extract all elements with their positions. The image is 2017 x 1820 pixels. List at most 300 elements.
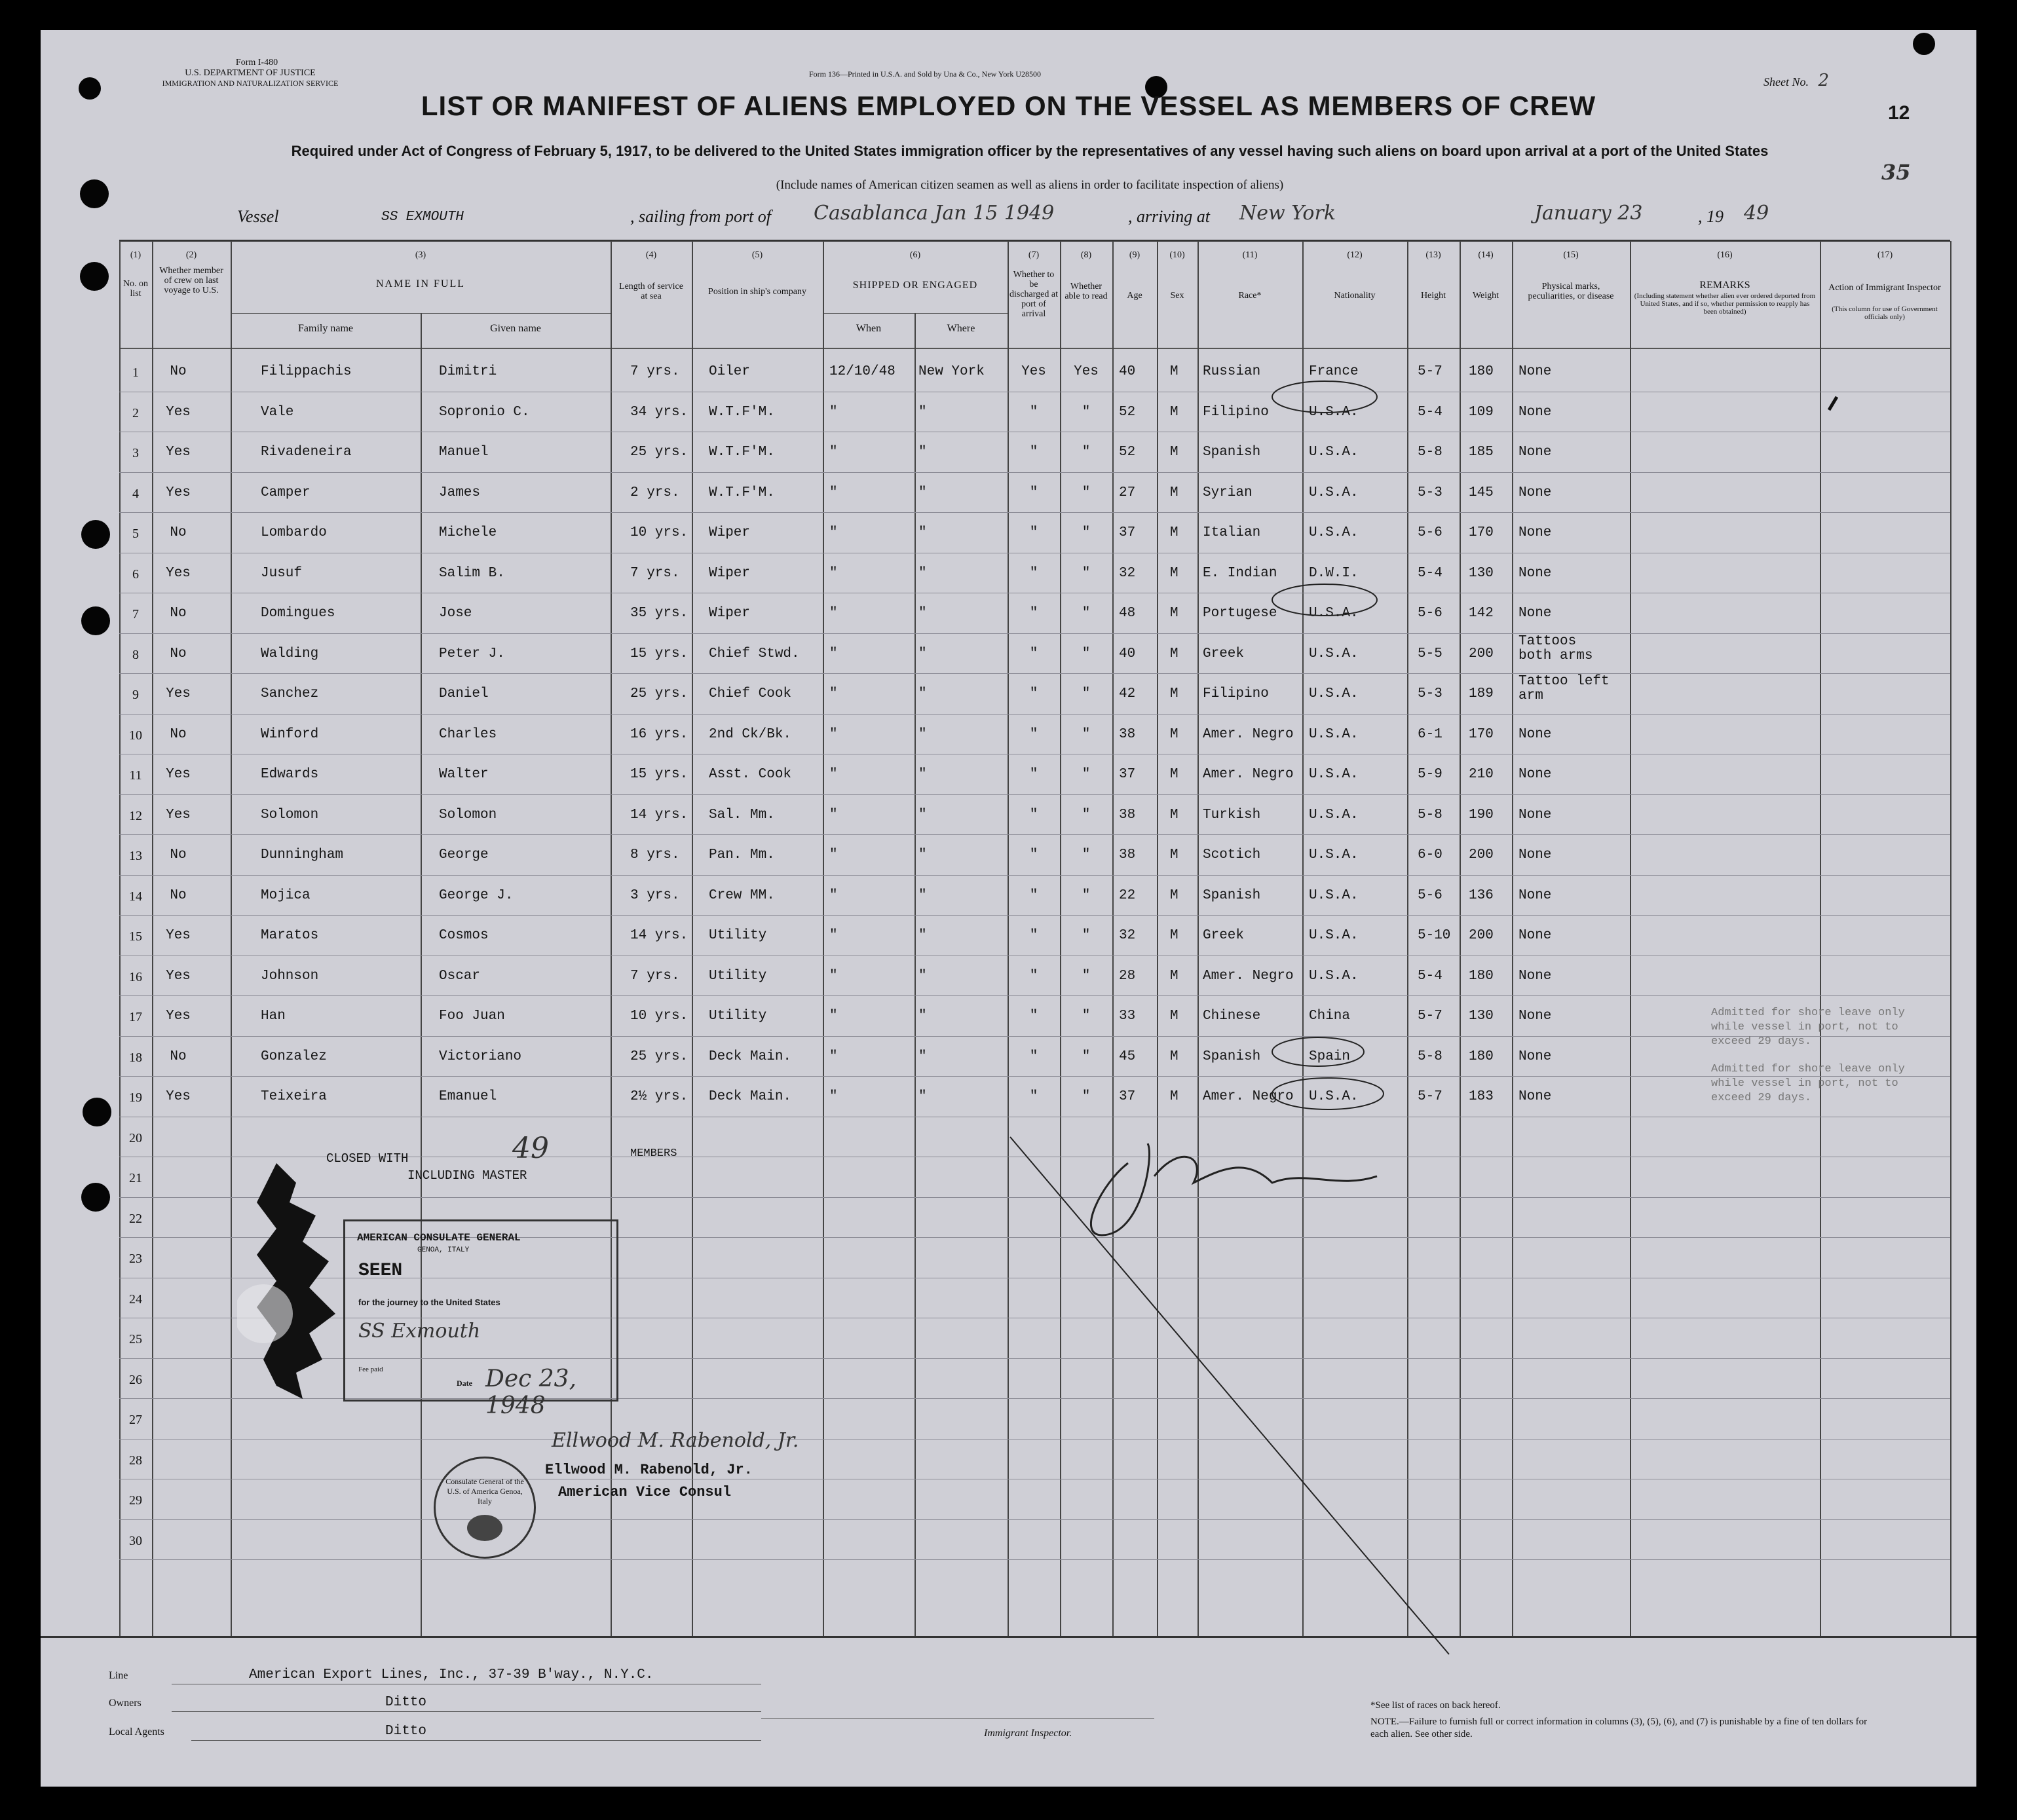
row-line [119,1197,1950,1198]
row-cell-service: 25 yrs. [630,1049,688,1064]
row-cell-given: Solomon [439,807,497,823]
row-line [119,1559,1950,1560]
row-cell-given: Dimitri [439,364,497,379]
row-cell-marks: None [1518,525,1552,540]
row-cell-race: E. Indian [1203,565,1277,581]
col3-given: Given name [490,323,541,334]
row-cell-nationality: U.S.A. [1309,807,1359,823]
col6-where: Where [947,323,975,334]
row-number: 21 [129,1171,142,1185]
col3-family: Family name [298,323,353,334]
row-cell-read: " [1082,1009,1091,1024]
col-border [1460,241,1461,1636]
row-number: 27 [129,1413,142,1427]
remarks-note-2: Admitted for shore leave only while vessel in port, not to exceed 29 days. [1711,1063,1905,1104]
row-cell-weight: 180 [1469,364,1494,379]
row-cell-marks: None [1518,565,1552,581]
row-cell-position: Wiper [709,565,751,581]
row-cell-race: Greek [1203,928,1245,943]
row-cell-given: Emanuel [439,1089,497,1104]
row-line [119,1519,1950,1520]
row-cell-race: Spanish [1203,1049,1261,1064]
row-cell-position: W.T.F'M. [709,445,775,460]
row-cell-read: " [1082,525,1091,540]
arrival-date: January 23 [1534,202,1643,225]
row-cell-sex: M [1170,646,1178,661]
col10-label: Sex [1170,291,1184,301]
row-number: 15 [129,929,142,944]
punch-hole [83,1098,111,1126]
row-cell-sex: M [1170,525,1178,540]
col12-label: Nationality [1334,291,1376,301]
row-cell-position: Utility [709,1009,767,1024]
row-cell-service: 14 yrs. [630,807,688,823]
row-cell-discharged: " [1029,928,1038,943]
row-cell-discharged: " [1029,1089,1038,1104]
row-cell-when: " [829,767,838,782]
row-cell-race: Spanish [1203,445,1261,460]
row-cell-race: Italian [1203,525,1261,540]
stamp-date-label: Date [457,1379,472,1388]
row-cell-marks: None [1518,364,1552,379]
col-border [1950,241,1951,1636]
row-cell-position: Chief Cook [709,686,792,701]
row-cell-given: James [439,485,481,500]
row-cell-discharged: " [1029,807,1038,823]
row-cell-sex: M [1170,1009,1178,1024]
row-cell-age: 52 [1119,404,1136,420]
row-cell-family: Filippachis [261,364,352,379]
row-cell-read: " [1082,968,1091,984]
row-cell-family: Solomon [261,807,319,823]
row-cell-position: W.T.F'M. [709,404,775,420]
row-cell-service: 7 yrs. [630,968,680,984]
row-cell-race: Amer. Negro [1203,767,1294,782]
row-cell-service: 10 yrs. [630,525,688,540]
row-cell-where: " [918,887,927,903]
row-cell-nationality: U.S.A. [1309,1089,1359,1104]
row-cell-marks: Tattoos both arms [1518,633,1593,663]
row-cell-position: Pan. Mm. [709,847,775,863]
row-cell-family: Edwards [261,767,319,782]
row-cell-when: " [829,606,838,621]
row-cell-weight: 183 [1469,1089,1494,1104]
row-cell-read: " [1082,726,1091,742]
row-number: 16 [129,969,142,984]
row-cell-crew: No [170,606,187,621]
row-cell-read: " [1082,928,1091,943]
row-cell-race: Filipino [1203,686,1269,701]
row-cell-sex: M [1170,928,1178,943]
stamp-seen: SEEN [358,1261,403,1281]
row-cell-nationality: U.S.A. [1309,968,1359,984]
row-cell-crew: Yes [166,928,191,943]
row-cell-where: " [918,928,927,943]
punch-hole [81,606,110,635]
row-cell-discharged: " [1029,726,1038,742]
row-cell-family: Walding [261,646,319,661]
row-cell-height: 5-7 [1418,1009,1442,1024]
col8-label: Whether able to read [1065,282,1108,301]
row-cell-family: Han [261,1009,286,1024]
row-cell-crew: No [170,364,187,379]
row-number: 1 [132,365,139,380]
row-cell-sex: M [1170,606,1178,621]
col14-num: (14) [1478,250,1494,260]
col4-num: (4) [645,250,657,260]
row-cell-family: Jusuf [261,565,303,581]
row-cell-height: 5-4 [1418,968,1442,984]
row-cell-position: Deck Main. [709,1049,792,1064]
row-cell-sex: M [1170,1089,1178,1104]
row-cell-where: New York [918,364,985,379]
notary-seal-icon [237,1163,355,1405]
printer-note: Form 136—Printed in U.S.A. and Sold by Una & Co., New York U28500 [808,69,1041,79]
row-cell-position: Asst. Cook [709,767,792,782]
row-cell-read: " [1082,847,1091,863]
row-cell-when: " [829,686,838,701]
row-cell-crew: Yes [166,445,191,460]
voyage-line [237,202,1842,240]
form-dept: U.S. DEPARTMENT OF JUSTICE [185,68,316,78]
col-border [421,313,422,1636]
row-cell-when: " [829,968,838,984]
row-cell-where: " [918,565,927,581]
row-cell-sex: M [1170,1049,1178,1064]
row-cell-height: 5-8 [1418,445,1442,460]
row-cell-sex: M [1170,887,1178,903]
manifest-subtitle: Required under Act of Congress of February 5, 1917, to be delivered to the United States immigration officer by the representatives of any vessel having such aliens on board upon arrival at a port of the United States [291,143,1769,159]
row-cell-position: Sal. Mm. [709,807,775,823]
row-cell-discharged: Yes [1021,364,1046,379]
row-cell-height: 5-8 [1418,807,1442,823]
row-cell-age: 33 [1119,1009,1136,1024]
row-number: 7 [132,607,139,622]
row-cell-marks: None [1518,928,1552,943]
row-cell-height: 5-3 [1418,686,1442,701]
row-cell-where: " [918,726,927,742]
row-cell-marks: None [1518,968,1552,984]
col1-num: (1) [130,250,141,260]
vessel-name: SS EXMOUTH [381,210,464,225]
row-number: 2 [132,405,139,420]
row-cell-age: 38 [1119,726,1136,742]
col-border [231,241,232,1636]
footer-agents-rule [191,1740,761,1741]
sheet-value: 2 [1818,71,1830,90]
row-cell-nationality: France [1309,364,1359,379]
sheet-number [1763,71,1829,90]
row-cell-height: 5-8 [1418,1049,1442,1064]
col12-num: (12) [1347,250,1363,260]
col2-label: Whether member of crew on last voyage to U.S. [159,266,223,295]
row-cell-height: 6-0 [1418,847,1442,863]
row-cell-weight: 190 [1469,807,1494,823]
col5-label: Position in ship's company [708,287,806,297]
row-cell-marks: None [1518,445,1552,460]
col16-label: REMARKS [1699,280,1750,291]
row-cell-weight: 185 [1469,445,1494,460]
row-cell-sex: M [1170,847,1178,863]
row-cell-marks: Tattoo left arm [1518,674,1610,703]
row-number: 3 [132,446,139,460]
row-cell-weight: 130 [1469,1009,1494,1024]
row-cell-crew: Yes [166,404,191,420]
header-bottom-border [119,348,1950,349]
eagle-icon [467,1515,502,1541]
closed-count: 49 [512,1132,549,1165]
row-cell-discharged: " [1029,1049,1038,1064]
row-cell-read: " [1082,485,1091,500]
row-cell-when: " [829,404,838,420]
row-cell-read: " [1082,445,1091,460]
row-cell-given: Foo Juan [439,1009,505,1024]
row-cell-sex: M [1170,686,1178,701]
row-cell-family: Gonzalez [261,1049,327,1064]
row-cell-family: Dunningham [261,847,344,863]
row-cell-discharged: " [1029,686,1038,701]
row-cell-race: Syrian [1203,485,1253,500]
row-cell-where: " [918,606,927,621]
row-cell-service: 7 yrs. [630,565,680,581]
consulate-seal [434,1457,536,1559]
arriving-label: , arriving at [1128,207,1210,226]
row-cell-when: " [829,1009,838,1024]
col7-num: (7) [1028,250,1040,260]
row-number: 13 [129,849,142,863]
row-cell-weight: 200 [1469,646,1494,661]
row-cell-crew: Yes [166,1009,191,1024]
row-cell-service: 15 yrs. [630,767,688,782]
row-cell-when: " [829,565,838,581]
row-cell-nationality: U.S.A. [1309,767,1359,782]
col-border [692,241,693,1636]
row-line [119,512,1950,513]
row-cell-position: Wiper [709,525,751,540]
row-number: 14 [129,889,142,904]
row-cell-position: Deck Main. [709,1089,792,1104]
footer-line-label: Line [109,1670,128,1681]
stamp-date: Dec 23, 1948 [485,1365,577,1419]
closed-with: CLOSED WITH [326,1151,409,1166]
row-cell-where: " [918,485,927,500]
row-cell-where: " [918,847,927,863]
row-cell-nationality: U.S.A. [1309,726,1359,742]
row-cell-given: Manuel [439,445,489,460]
row-cell-weight: 180 [1469,968,1494,984]
row-line [119,1036,1950,1037]
row-cell-nationality: U.S.A. [1309,404,1359,420]
row-cell-weight: 180 [1469,1049,1494,1064]
row-cell-where: " [918,767,927,782]
arrival-year: 49 [1744,202,1769,225]
col13-num: (13) [1425,250,1441,260]
row-cell-crew: Yes [166,968,191,984]
inspector-rule [761,1718,1154,1719]
row-cell-family: Mojica [261,887,311,903]
row-cell-nationality: U.S.A. [1309,606,1359,621]
col-border [914,313,916,1636]
row-cell-sex: M [1170,726,1178,742]
manifest-title: LIST OR MANIFEST OF ALIENS EMPLOYED ON THE VESSEL AS MEMBERS OF CREW [421,90,1596,121]
row-cell-crew: No [170,887,187,903]
row-line [119,834,1950,835]
col9-label: Age [1127,291,1142,301]
col13-label: Height [1420,291,1446,301]
table-bottom-border [41,1636,1976,1638]
row-cell-age: 48 [1119,606,1136,621]
row-cell-marks: None [1518,485,1552,500]
row-cell-age: 37 [1119,525,1136,540]
col3-label: NAME IN FULL [376,278,465,289]
row-cell-sex: M [1170,767,1178,782]
row-cell-given: Michele [439,525,497,540]
footer-agents-label: Local Agents [109,1726,164,1737]
row-cell-nationality: U.S.A. [1309,847,1359,863]
row-cell-discharged: " [1029,565,1038,581]
arriving-at: New York [1239,202,1336,225]
stamp-line1: AMERICAN CONSULATE GENERAL [357,1232,521,1244]
row-cell-discharged: " [1029,887,1038,903]
row-cell-family: Winford [261,726,319,742]
col8-num: (8) [1080,250,1092,260]
row-cell-discharged: " [1029,445,1038,460]
row-cell-service: 8 yrs. [630,847,680,863]
row-cell-race: Amer. Negro [1203,968,1294,984]
row-cell-family: Lombardo [261,525,327,540]
row-cell-when: " [829,445,838,460]
row-cell-discharged: " [1029,646,1038,661]
row-cell-service: 14 yrs. [630,928,688,943]
corner-number: 12 [1888,102,1910,124]
row-cell-weight: 130 [1469,565,1494,581]
row-cell-when: " [829,1049,838,1064]
sheet-label: Sheet No. [1763,75,1809,88]
row-line [119,1076,1950,1077]
row-cell-age: 40 [1119,364,1136,379]
col-border [611,241,612,1636]
row-cell-given: Sopronio C. [439,404,530,420]
form-service: IMMIGRATION AND NATURALIZATION SERVICE [162,79,339,88]
row-cell-marks: None [1518,1049,1552,1064]
row-cell-nationality: Spain [1309,1049,1351,1064]
row-cell-family: Vale [261,404,294,420]
row-number: 6 [132,566,139,582]
row-cell-height: 5-3 [1418,485,1442,500]
row-cell-when: 12/10/48 [829,364,895,379]
row-cell-nationality: U.S.A. [1309,525,1359,540]
footer-line-value: American Export Lines, Inc., 37-39 B'way., N.Y.C. [249,1667,654,1682]
row-cell-weight: 200 [1469,928,1494,943]
row-cell-read: " [1082,1049,1091,1064]
row-cell-when: " [829,887,838,903]
row-cell-when: " [829,726,838,742]
row-cell-marks: None [1518,606,1552,621]
col2-num: (2) [185,250,197,260]
sailing-label: , sailing from port of [630,207,772,226]
row-cell-race: Portugese [1203,606,1277,621]
col-border [1630,241,1631,1636]
footer-owners-value: Ditto [385,1695,427,1710]
row-cell-where: " [918,1089,927,1104]
row-cell-read: Yes [1074,364,1099,379]
row-line [119,995,1950,996]
row-cell-race: Spanish [1203,887,1261,903]
row-cell-discharged: " [1029,606,1038,621]
row-cell-race: Amer. Negro [1203,726,1294,742]
row-cell-read: " [1082,404,1091,420]
footer-agents-value: Ditto [385,1724,427,1739]
row-cell-race: Russian [1203,364,1261,379]
manifest-subtitle-2: (Include names of American citizen seamen as well as aliens in order to facilitate inspection of aliens) [776,178,1284,192]
col5-num: (5) [751,250,763,260]
row-cell-sex: M [1170,807,1178,823]
row-cell-when: " [829,807,838,823]
col-border [1820,241,1821,1636]
row-number: 22 [129,1211,142,1226]
row-cell-height: 5-6 [1418,606,1442,621]
row-cell-crew: No [170,525,187,540]
row-line [119,673,1950,674]
row-cell-marks: None [1518,767,1552,782]
consul-signature: Ellwood M. Rabenold, Jr. [552,1429,799,1452]
row-cell-nationality: U.S.A. [1309,445,1359,460]
punch-hole [1913,33,1935,55]
row-cell-age: 40 [1119,646,1136,661]
consulate-seal-text: Consulate General of the U.S. of America Genoa, Italy [445,1477,524,1506]
row-cell-where: " [918,807,927,823]
stamp-fee: Fee paid [358,1365,383,1373]
row-cell-read: " [1082,807,1091,823]
col17-note: (This column for use of Government officials only) [1832,305,1938,321]
row-number: 18 [129,1050,142,1065]
row-cell-family: Teixeira [261,1089,327,1104]
punch-hole [81,520,110,549]
row-cell-race: Scotich [1203,847,1261,863]
row-cell-position: Chief Stwd. [709,646,800,661]
row-cell-given: Peter J. [439,646,505,661]
row-line [119,915,1950,916]
closed-members: MEMBERS [630,1147,677,1160]
row-number: 4 [132,486,139,501]
row-cell-height: 5-7 [1418,364,1442,379]
footer-owners-rule [172,1711,761,1712]
stamp-journey: for the journey to the United States [358,1297,500,1307]
row-cell-family: Domingues [261,606,335,621]
row-cell-age: 28 [1119,968,1136,984]
col-border [823,241,824,1636]
row-cell-height: 5-7 [1418,1089,1442,1104]
row-cell-given: Oscar [439,968,481,984]
row-cell-when: " [829,646,838,661]
row-cell-age: 45 [1119,1049,1136,1064]
row-cell-race: Amer. Negro [1203,1089,1294,1104]
col10-num: (10) [1169,250,1185,260]
row-cell-service: 35 yrs. [630,606,688,621]
row-cell-height: 5-6 [1418,887,1442,903]
row-cell-crew: No [170,1049,187,1064]
row-cell-weight: 109 [1469,404,1494,420]
punch-hole [80,179,109,208]
row-cell-age: 42 [1119,686,1136,701]
row-cell-where: " [918,968,927,984]
row-number: 17 [129,1010,142,1024]
row-line [119,472,1950,473]
row-cell-sex: M [1170,565,1178,581]
row-line [119,714,1950,715]
row-cell-age: 38 [1119,847,1136,863]
row-cell-service: 10 yrs. [630,1009,688,1024]
